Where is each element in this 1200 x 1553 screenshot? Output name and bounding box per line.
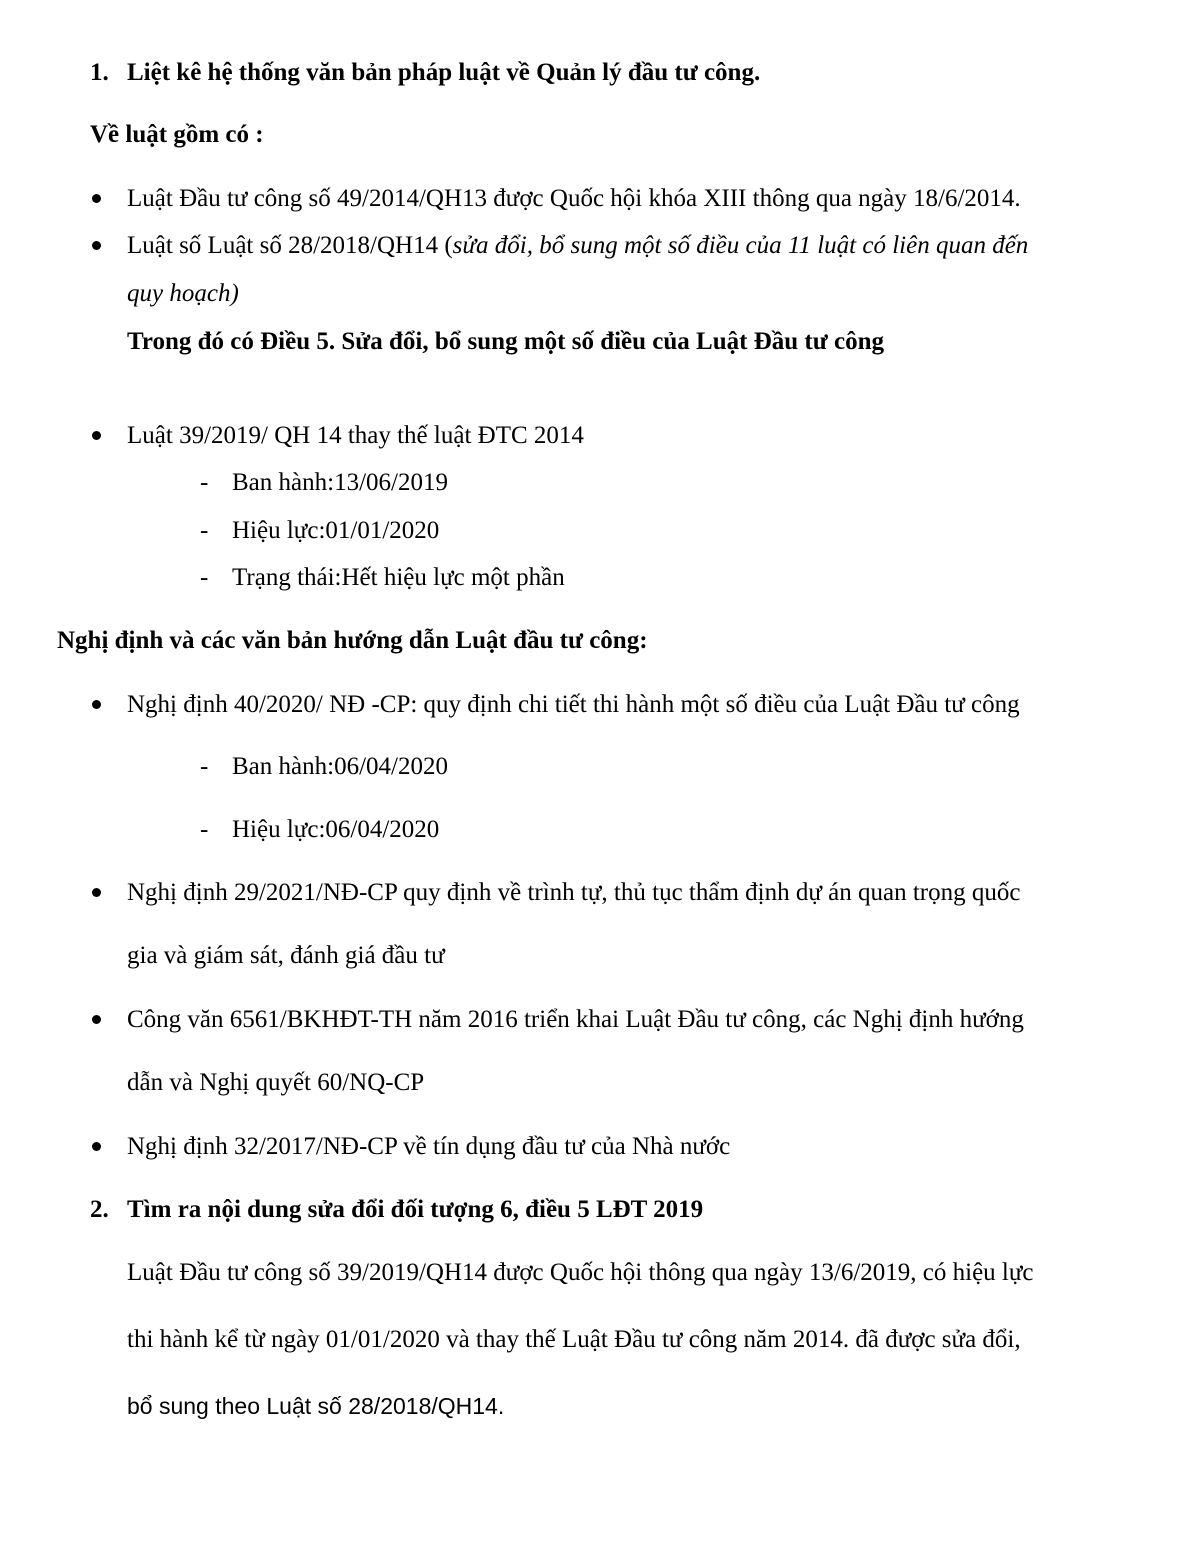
bullet-icon bbox=[92, 888, 101, 897]
law-2 bbox=[127, 231, 1028, 261]
bullet-icon bbox=[92, 194, 101, 203]
doc-3-line-2: dẫn và Nghị quyết 60/NQ-CP bbox=[127, 1069, 425, 1096]
law-3-status: Trạng thái:Hết hiệu lực một phần bbox=[232, 564, 565, 591]
law-3-issued: Ban hành:13/06/2019 bbox=[232, 469, 448, 496]
law-2-note: Trong đó có Điều 5. Sửa đổi, bổ sung một số điều của Luật Đầu tư công bbox=[127, 328, 884, 355]
law-2-continuation: quy hoạch) bbox=[127, 280, 239, 307]
laws-intro: Về luật gồm có : bbox=[90, 121, 264, 148]
section-1-heading: Liệt kê hệ thống văn bản pháp luật về Quản lý đầu tư công. bbox=[127, 59, 761, 86]
decree-2-line-2: gia và giám sát, đánh giá đầu tư bbox=[127, 942, 445, 969]
section-2-paragraph-line-1: Luật Đầu tư công số 39/2019/QH14 được Quốc hội thông qua ngày 13/6/2019, có hiệu lực bbox=[127, 1259, 1034, 1286]
doc-3-line-1: Công văn 6561/BKHĐT-TH năm 2016 triển khai Luật Đầu tư công, các Nghị định hướng bbox=[127, 1006, 1024, 1033]
bullet-icon bbox=[92, 241, 101, 250]
law-1: Luật Đầu tư công số 49/2014/QH13 được Quốc hội khóa XIII thông qua ngày 18/6/2014. bbox=[127, 185, 1021, 212]
section-2-heading: Tìm ra nội dung sửa đổi đối tượng 6, điều 5 LĐT 2019 bbox=[127, 1196, 704, 1223]
dash-marker: - bbox=[200, 816, 209, 843]
decree-1-effective: Hiệu lực:06/04/2020 bbox=[232, 816, 440, 843]
decree-2-line-1: Nghị định 29/2021/NĐ-CP quy định về trình tự, thủ tục thẩm định dự án quan trọng quốc bbox=[127, 879, 1021, 906]
dash-marker: - bbox=[200, 517, 209, 544]
decree-1-issued: Ban hành:06/04/2020 bbox=[232, 753, 448, 780]
dash-marker: - bbox=[200, 469, 209, 496]
section-2-number: 2. bbox=[90, 1196, 109, 1223]
law-3: Luật 39/2019/ QH 14 thay thế luật ĐTC 2014 bbox=[127, 422, 584, 449]
section-2-paragraph-line-2: thi hành kể từ ngày 01/01/2020 và thay thế Luật Đầu tư công năm 2014. đã được sửa đổi, bbox=[127, 1326, 1021, 1353]
law-2-prefix: Luật số Luật số 28/2018/QH14 ( bbox=[127, 232, 453, 259]
dash-marker: - bbox=[200, 753, 209, 780]
section-1-number: 1. bbox=[90, 59, 109, 86]
decrees-heading: Nghị định và các văn bản hướng dẫn Luật đầu tư công: bbox=[57, 627, 648, 654]
bullet-icon bbox=[92, 1015, 101, 1024]
decree-1: Nghị định 40/2020/ NĐ -CP: quy định chi tiết thi hành một số điều của Luật Đầu tư công bbox=[127, 691, 1020, 718]
decree-4: Nghị định 32/2017/NĐ-CP về tín dụng đầu tư của Nhà nước bbox=[127, 1133, 731, 1160]
section-2-paragraph-line-3: bổ sung theo Luật số 28/2018/QH14. bbox=[127, 1393, 505, 1419]
bullet-icon bbox=[92, 1142, 101, 1151]
dash-marker: - bbox=[200, 564, 209, 591]
law-3-effective: Hiệu lực:01/01/2020 bbox=[232, 517, 440, 544]
law-2-italic: sửa đổi, bổ sung một số điều của 11 luật có liên quan đến bbox=[452, 232, 1029, 259]
bullet-icon bbox=[92, 431, 101, 440]
bullet-icon bbox=[92, 700, 101, 709]
